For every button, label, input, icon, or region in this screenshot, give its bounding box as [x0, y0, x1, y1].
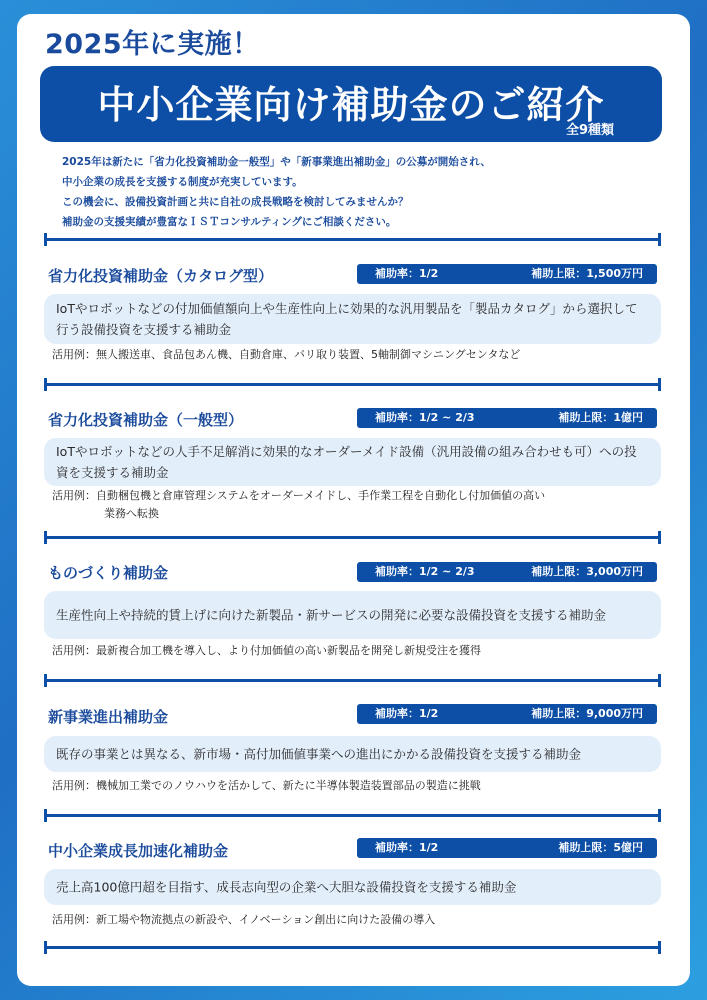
cap-text: 補助上限：1億円 [558, 411, 643, 424]
section-description [44, 736, 661, 772]
kicker-heading: 2025年に実施！ [45, 29, 260, 60]
intro-line: 2025年は新たに「省力化投資補助金一般型」や「新事業進出補助金」の公募が開始され、 [62, 156, 491, 168]
intro-line: 補助金の支援実績が豊富なＩＳＴコンサルティングにご相談ください。 [62, 216, 397, 228]
section-description [44, 294, 661, 344]
description-text: 売上高100億円超を目指す、成長志向型の企業へ大胆な設備投資を支援する補助金 [56, 879, 517, 895]
intro-line: 中小企業の成長を支援する制度が充実しています。 [62, 176, 303, 188]
section-title: 省力化投資補助金（一般型） [48, 411, 244, 429]
usage-example [52, 777, 652, 795]
example-text: 機械加工業でのノウハウを活かして、新たに半導体製造装置部品の製造に挑戦 [96, 779, 481, 792]
example-text: 自動梱包機と倉庫管理システムをオーダーメイドし、手作業工程を自動化し付加価値の高い [96, 489, 546, 502]
example-label: 活用例： [52, 913, 96, 926]
title-banner [40, 66, 662, 142]
section-divider [44, 238, 661, 241]
rate-text: 補助率：1/2 [375, 267, 439, 280]
rate-text: 補助率：1/2 [375, 841, 439, 854]
example-label: 活用例： [52, 348, 96, 361]
example-text: 新工場や物流拠点の新設や、イノベーション創出に向けた設備の導入 [96, 913, 436, 926]
section-description [44, 869, 661, 905]
section-title: ものづくり補助金 [48, 564, 169, 582]
section-title: 新事業進出補助金 [48, 708, 169, 726]
section-description [44, 591, 661, 639]
cap-text: 補助上限：9,000万円 [531, 707, 643, 720]
section-divider [44, 536, 661, 539]
example-label: 活用例： [52, 644, 96, 657]
rate-badge [357, 562, 657, 582]
rate-text: 補助率：1/2 ~ 2/3 [375, 565, 475, 578]
cap-text: 補助上限：1,500万円 [531, 267, 643, 280]
example-label: 活用例： [52, 779, 96, 792]
example-text: 最新複合加工機を導入し、より付加価値の高い新製品を開発し新規受注を獲得 [96, 644, 481, 657]
section-divider [44, 679, 661, 682]
usage-example [52, 346, 652, 364]
example-text: 無人搬送車、食品包あん機、自動倉庫、バリ取り装置、5軸制御マシニングセンタなど [96, 348, 521, 361]
rate-text: 補助率：1/2 [375, 707, 439, 720]
intro-line: この機会に、設備投資計画と共に自社の成長戦略を検討してみませんか？ [62, 196, 409, 208]
cap-text: 補助上限：3,000万円 [531, 565, 643, 578]
page-title: 中小企業向け補助金のご紹介 [97, 83, 605, 127]
rate-badge [357, 264, 657, 284]
section-divider [44, 383, 661, 386]
section-description [44, 438, 661, 486]
rate-badge [357, 408, 657, 428]
rate-text: 補助率：1/2 ~ 2/3 [375, 411, 475, 424]
cap-text: 補助上限：5億円 [558, 841, 643, 854]
rate-badge [357, 704, 657, 724]
section-divider [44, 814, 661, 817]
example-label: 活用例： [52, 489, 96, 502]
subsidy-count: 全9種類 [565, 123, 614, 138]
section-divider [44, 946, 661, 949]
usage-example [52, 642, 652, 660]
usage-example [52, 911, 652, 929]
intro-paragraph [62, 152, 662, 232]
description-text: IoTやロボットなどの付加価値額向上や生産性向上に効果的な汎用製品を「製品カタログ」から選択して行う設備投資を支援する補助金 [56, 301, 638, 337]
usage-example [52, 487, 652, 523]
description-text: 生産性向上や持続的賃上げに向けた新製品・新サービスの開発に必要な設備投資を支援する補助金 [56, 607, 607, 623]
section-title: 中小企業成長加速化補助金 [48, 842, 229, 860]
example-text-cont: 業務へ転換 [104, 507, 159, 520]
description-text: 既存の事業とは異なる、新市場・高付加価値事業への進出にかかる設備投資を支援する補助金 [56, 746, 582, 762]
rate-badge [357, 838, 657, 858]
section-title: 省力化投資補助金（カタログ型） [48, 267, 274, 285]
description-text: IoTやロボットなどの人手不足解消に効果的なオーダーメイド設備（汎用設備の組み合わせも可）への投資を支援する補助金 [56, 444, 637, 480]
